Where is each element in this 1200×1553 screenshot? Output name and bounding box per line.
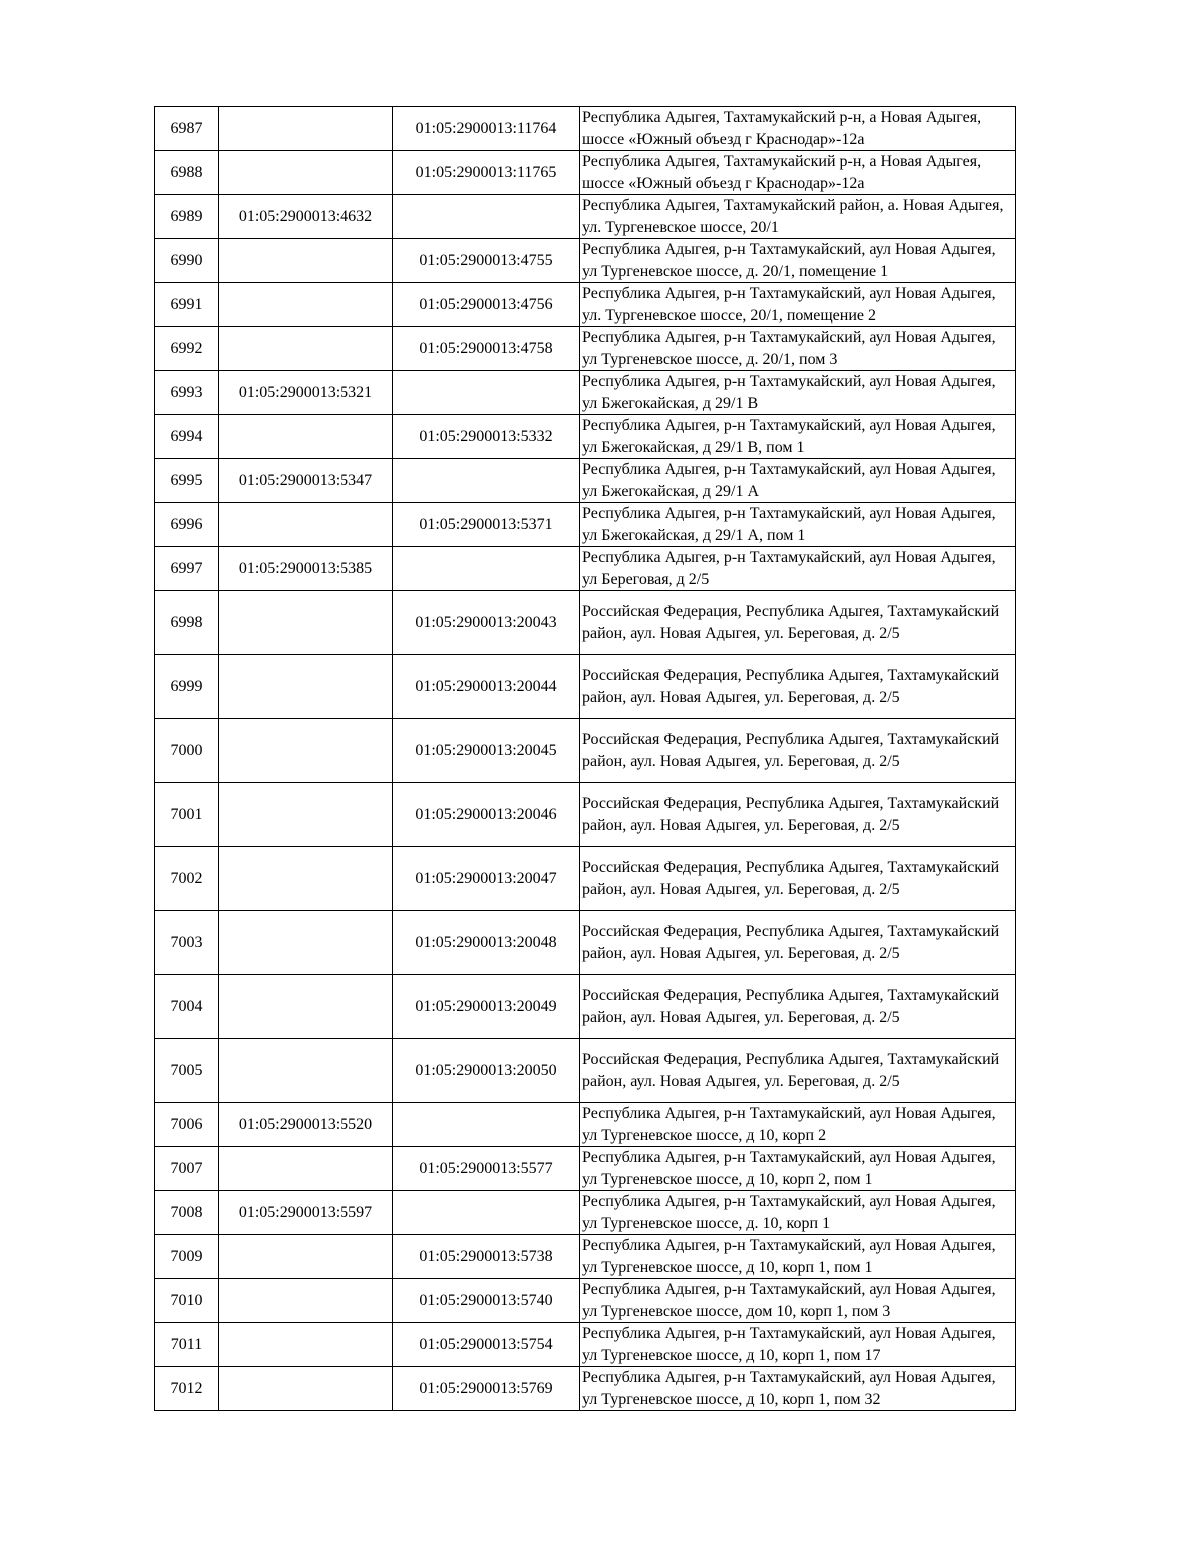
table-row — [155, 1367, 1016, 1411]
row-number-cell: 7004 — [155, 975, 219, 1039]
address-cell: Республика Адыгея, р-н Тахтамукайский, аул Новая Адыгея, ул Тургеневское шоссе, дом 10, корп 1, пом 3 — [580, 1279, 1016, 1323]
address-cell: Республика Адыгея, р-н Тахтамукайский, аул Новая Адыгея, ул Тургеневское шоссе, д 10, корп 2, пом 1 — [580, 1147, 1016, 1191]
object-cadastral-number-cell: 01:05:2900013:5577 — [393, 1147, 580, 1191]
land-cadastral-number-cell — [219, 719, 393, 783]
land-cadastral-number-cell — [219, 239, 393, 283]
land-cadastral-number-cell — [219, 415, 393, 459]
address-cell: Республика Адыгея, р-н Тахтамукайский, аул Новая Адыгея, ул Бжегокайская, д 29/1 В — [580, 371, 1016, 415]
row-number-cell: 6989 — [155, 195, 219, 239]
row-number-cell: 6997 — [155, 547, 219, 591]
table-row — [155, 1039, 1016, 1103]
address-cell: Российская Федерация, Республика Адыгея, Тахтамукайский район, аул. Новая Адыгея, ул. Береговая, д. 2/5 — [580, 847, 1016, 911]
address-cell: Республика Адыгея, р-н Тахтамукайский, аул Новая Адыгея, ул Тургеневское шоссе, д 10, корп 1, пом 17 — [580, 1323, 1016, 1367]
table-row — [155, 547, 1016, 591]
row-number-cell: 6992 — [155, 327, 219, 371]
land-cadastral-number-cell — [219, 1367, 393, 1411]
land-cadastral-number-cell: 01:05:2900013:5385 — [219, 547, 393, 591]
object-cadastral-number-cell — [393, 1191, 580, 1235]
land-cadastral-number-cell — [219, 107, 393, 151]
table-row — [155, 107, 1016, 151]
address-cell: Республика Адыгея, р-н Тахтамукайский, аул Новая Адыгея, ул Тургеневское шоссе, д. 10, корп 1 — [580, 1191, 1016, 1235]
object-cadastral-number-cell: 01:05:2900013:4756 — [393, 283, 580, 327]
land-cadastral-number-cell: 01:05:2900013:5347 — [219, 459, 393, 503]
land-cadastral-number-cell: 01:05:2900013:4632 — [219, 195, 393, 239]
land-cadastral-number-cell: 01:05:2900013:5321 — [219, 371, 393, 415]
address-cell: Республика Адыгея, Тахтамукайский р-н, а Новая Адыгея, шоссе «Южный объезд г Краснодар»-12а — [580, 107, 1016, 151]
address-cell: Республика Адыгея, р-н Тахтамукайский, аул Новая Адыгея, ул Тургеневское шоссе, д. 20/1, пом 3 — [580, 327, 1016, 371]
address-cell: Республика Адыгея, р-н Тахтамукайский, аул Новая Адыгея, ул Бжегокайская, д 29/1 В, пом 1 — [580, 415, 1016, 459]
address-cell: Республика Адыгея, Тахтамукайский р-н, а Новая Адыгея, шоссе «Южный объезд г Краснодар»-12а — [580, 151, 1016, 195]
row-number-cell: 7012 — [155, 1367, 219, 1411]
table-row — [155, 1147, 1016, 1191]
object-cadastral-number-cell — [393, 459, 580, 503]
row-number-cell: 6996 — [155, 503, 219, 547]
table-row — [155, 151, 1016, 195]
object-cadastral-number-cell: 01:05:2900013:20048 — [393, 911, 580, 975]
row-number-cell: 7009 — [155, 1235, 219, 1279]
address-cell: Республика Адыгея, р-н Тахтамукайский, аул Новая Адыгея, ул Тургеневское шоссе, д. 20/1, помещение 1 — [580, 239, 1016, 283]
object-cadastral-number-cell: 01:05:2900013:5738 — [393, 1235, 580, 1279]
land-cadastral-number-cell — [219, 283, 393, 327]
land-cadastral-number-cell — [219, 975, 393, 1039]
land-cadastral-number-cell — [219, 327, 393, 371]
row-number-cell: 7007 — [155, 1147, 219, 1191]
table-row — [155, 911, 1016, 975]
table-row — [155, 1279, 1016, 1323]
table-row — [155, 503, 1016, 547]
row-number-cell: 6999 — [155, 655, 219, 719]
table-row — [155, 655, 1016, 719]
row-number-cell: 6990 — [155, 239, 219, 283]
object-cadastral-number-cell — [393, 547, 580, 591]
table-row — [155, 195, 1016, 239]
table-row — [155, 327, 1016, 371]
row-number-cell: 6993 — [155, 371, 219, 415]
row-number-cell: 7005 — [155, 1039, 219, 1103]
land-cadastral-number-cell — [219, 847, 393, 911]
object-cadastral-number-cell: 01:05:2900013:5769 — [393, 1367, 580, 1411]
land-cadastral-number-cell — [219, 1039, 393, 1103]
table-row — [155, 415, 1016, 459]
land-cadastral-number-cell — [219, 911, 393, 975]
address-cell: Республика Адыгея, р-н Тахтамукайский, аул Новая Адыгея, ул Бжегокайская, д 29/1 А, пом 1 — [580, 503, 1016, 547]
address-cell: Российская Федерация, Республика Адыгея, Тахтамукайский район, аул. Новая Адыгея, ул. Береговая, д. 2/5 — [580, 719, 1016, 783]
object-cadastral-number-cell — [393, 371, 580, 415]
object-cadastral-number-cell: 01:05:2900013:5371 — [393, 503, 580, 547]
address-cell: Республика Адыгея, р-н Тахтамукайский, аул Новая Адыгея, ул Тургеневское шоссе, д 10, корп 2 — [580, 1103, 1016, 1147]
table-row — [155, 783, 1016, 847]
address-cell: Республика Адыгея, р-н Тахтамукайский, аул Новая Адыгея, ул Бжегокайская, д 29/1 А — [580, 459, 1016, 503]
address-cell: Российская Федерация, Республика Адыгея, Тахтамукайский район, аул. Новая Адыгея, ул. Береговая, д. 2/5 — [580, 975, 1016, 1039]
registry-table — [154, 106, 1016, 1411]
row-number-cell: 6995 — [155, 459, 219, 503]
address-cell: Республика Адыгея, р-н Тахтамукайский, аул Новая Адыгея, ул Тургеневское шоссе, д 10, корп 1, пом 1 — [580, 1235, 1016, 1279]
object-cadastral-number-cell: 01:05:2900013:20047 — [393, 847, 580, 911]
object-cadastral-number-cell: 01:05:2900013:20043 — [393, 591, 580, 655]
object-cadastral-number-cell: 01:05:2900013:4758 — [393, 327, 580, 371]
land-cadastral-number-cell — [219, 1323, 393, 1367]
object-cadastral-number-cell — [393, 195, 580, 239]
row-number-cell: 7002 — [155, 847, 219, 911]
table-row — [155, 847, 1016, 911]
object-cadastral-number-cell: 01:05:2900013:11764 — [393, 107, 580, 151]
land-cadastral-number-cell — [219, 655, 393, 719]
address-cell: Республика Адыгея, Тахтамукайский район, а. Новая Адыгея, ул. Тургеневское шоссе, 20/1 — [580, 195, 1016, 239]
row-number-cell: 7001 — [155, 783, 219, 847]
object-cadastral-number-cell: 01:05:2900013:20046 — [393, 783, 580, 847]
object-cadastral-number-cell: 01:05:2900013:5754 — [393, 1323, 580, 1367]
table-row — [155, 283, 1016, 327]
object-cadastral-number-cell: 01:05:2900013:20044 — [393, 655, 580, 719]
row-number-cell: 7003 — [155, 911, 219, 975]
table-row — [155, 239, 1016, 283]
address-cell: Российская Федерация, Республика Адыгея, Тахтамукайский район, аул. Новая Адыгея, ул. Береговая, д. 2/5 — [580, 591, 1016, 655]
table-row — [155, 371, 1016, 415]
address-cell: Республика Адыгея, р-н Тахтамукайский, аул Новая Адыгея, ул Береговая, д 2/5 — [580, 547, 1016, 591]
row-number-cell: 6988 — [155, 151, 219, 195]
row-number-cell: 6998 — [155, 591, 219, 655]
object-cadastral-number-cell: 01:05:2900013:20050 — [393, 1039, 580, 1103]
row-number-cell: 7006 — [155, 1103, 219, 1147]
object-cadastral-number-cell: 01:05:2900013:5332 — [393, 415, 580, 459]
table-row — [155, 1191, 1016, 1235]
table-row — [155, 719, 1016, 783]
address-cell: Российская Федерация, Республика Адыгея, Тахтамукайский район, аул. Новая Адыгея, ул. Береговая, д. 2/5 — [580, 1039, 1016, 1103]
land-cadastral-number-cell: 01:05:2900013:5597 — [219, 1191, 393, 1235]
object-cadastral-number-cell: 01:05:2900013:4755 — [393, 239, 580, 283]
land-cadastral-number-cell — [219, 591, 393, 655]
row-number-cell: 7011 — [155, 1323, 219, 1367]
address-cell: Республика Адыгея, р-н Тахтамукайский, аул Новая Адыгея, ул Тургеневское шоссе, д 10, корп 1, пом 32 — [580, 1367, 1016, 1411]
address-cell: Российская Федерация, Республика Адыгея, Тахтамукайский район, аул. Новая Адыгея, ул. Береговая, д. 2/5 — [580, 655, 1016, 719]
address-cell: Республика Адыгея, р-н Тахтамукайский, аул Новая Адыгея, ул. Тургеневское шоссе, 20/1, помещение 2 — [580, 283, 1016, 327]
table-row — [155, 459, 1016, 503]
land-cadastral-number-cell — [219, 1279, 393, 1323]
row-number-cell: 7010 — [155, 1279, 219, 1323]
registry-body — [155, 107, 1016, 1411]
land-cadastral-number-cell: 01:05:2900013:5520 — [219, 1103, 393, 1147]
row-number-cell: 6987 — [155, 107, 219, 151]
land-cadastral-number-cell — [219, 503, 393, 547]
table-row — [155, 975, 1016, 1039]
object-cadastral-number-cell: 01:05:2900013:20049 — [393, 975, 580, 1039]
land-cadastral-number-cell — [219, 151, 393, 195]
address-cell: Российская Федерация, Республика Адыгея, Тахтамукайский район, аул. Новая Адыгея, ул. Береговая, д. 2/5 — [580, 911, 1016, 975]
land-cadastral-number-cell — [219, 783, 393, 847]
row-number-cell: 7000 — [155, 719, 219, 783]
row-number-cell: 7008 — [155, 1191, 219, 1235]
object-cadastral-number-cell: 01:05:2900013:5740 — [393, 1279, 580, 1323]
object-cadastral-number-cell — [393, 1103, 580, 1147]
object-cadastral-number-cell: 01:05:2900013:20045 — [393, 719, 580, 783]
address-cell: Российская Федерация, Республика Адыгея, Тахтамукайский район, аул. Новая Адыгея, ул. Береговая, д. 2/5 — [580, 783, 1016, 847]
land-cadastral-number-cell — [219, 1147, 393, 1191]
table-row — [155, 591, 1016, 655]
object-cadastral-number-cell: 01:05:2900013:11765 — [393, 151, 580, 195]
row-number-cell: 6994 — [155, 415, 219, 459]
table-row — [155, 1323, 1016, 1367]
table-row — [155, 1235, 1016, 1279]
table-row — [155, 1103, 1016, 1147]
row-number-cell: 6991 — [155, 283, 219, 327]
land-cadastral-number-cell — [219, 1235, 393, 1279]
